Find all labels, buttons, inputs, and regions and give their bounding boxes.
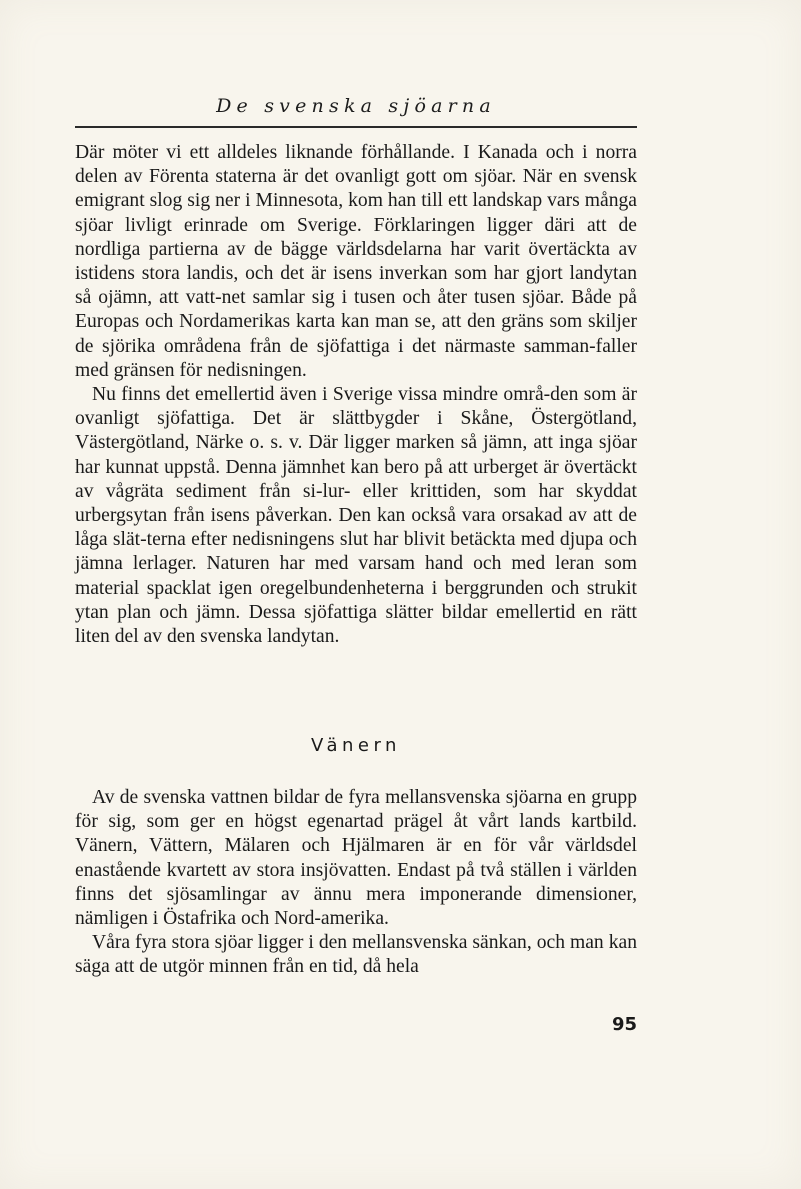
paragraph-3: Av de svenska vattnen bildar de fyra mellansvenska sjöarna en grupp för sig, som ger en högst egenartad prägel åt vårt lands kartbild. Vänern, Vättern, Mälaren och Hjälmaren är en för vår världsdel enastående kvartett av stora insjövatten. Endast på två ställen i världen finns det sjösamlingar av ännu mera imponerande dimensioner, nämligen i Östafrika och Nord-amerika. (75, 787, 637, 930)
section-heading-vanern: Vänern (311, 735, 401, 756)
running-head: De svenska sjöarna (216, 95, 496, 117)
paragraph-1: Där möter vi ett alldeles liknande förhållande. I Kanada och i norra delen av Förenta staterna är det ovanligt gott om sjöar. När en svensk emigrant slog sig ner i Minnesota, kom han till ett landskap vars många sjöar livligt erinrade om Sverige. Förklaringen ligger däri att de nordliga partierna av de bägge världsdelarna har varit övertäckta av istidens stora landis, och det är isens inverkan som har gjort landytan så ojämn, att vatt-net samlar sig i tusen och åter tusen sjöar. Både på Europas och Nordamerikas karta kan man se, att den gräns som skiljer de sjörika områdena från de sjöfattiga i det närmaste samman-faller med gränsen för nedisningen. (75, 142, 637, 381)
header-rule (75, 126, 637, 128)
section-2-text (75, 786, 637, 980)
section-1-text (75, 141, 637, 649)
page-number: 95 (611, 1014, 637, 1035)
paragraph-4: Våra fyra stora sjöar ligger i den mellansvenska sänkan, och man kan säga att de utgör minnen från en tid, då hela (75, 932, 637, 978)
paragraph-2: Nu finns det emellertid även i Sverige vissa mindre områ-den som är ovanligt sjöfattiga. Det är slättbygder i Skåne, Östergötland, Västergötland, Närke o. s. v. Där ligger marken så jämn, att inga sjöar har kunnat uppstå. Denna jämnhet kan bero på att urberget är övertäckt av vågräta sediment från si-lur- eller krittiden, som har skyddat urbergsytan från isens påverkan. Den kan också vara orsakad av att de låga slät-terna efter nedisningens slut har blivit betäckta med djupa och jämna lerlager. Naturen har med varsam hand och med leran som material spacklat igen oregelbundenheterna i berggrunden och strukit ytan plan och jämn. Dessa sjöfattiga slätter bildar emellertid en rätt liten del av den svenska landytan. (75, 384, 637, 648)
